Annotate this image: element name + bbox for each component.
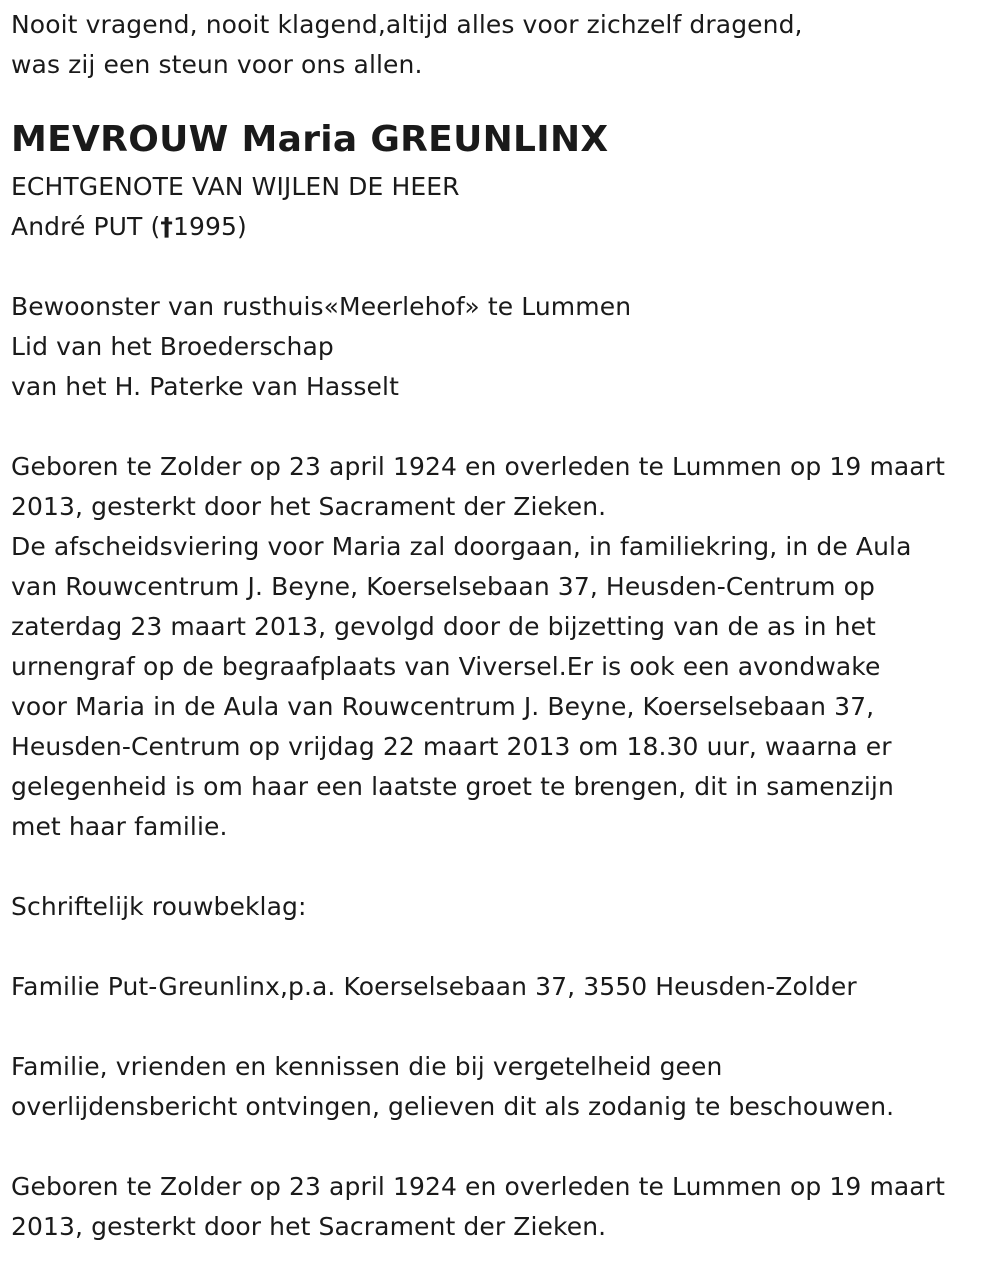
- spacer: [11, 407, 991, 447]
- body-line-10: met haar familie.: [11, 812, 228, 841]
- body-line-8: Heusden-Centrum op vrijdag 22 maart 2013 om 18.30 uur, waarna er: [11, 732, 892, 761]
- spouse-death-year: 1995): [172, 212, 247, 241]
- obituary-notice: [11, 5, 991, 1247]
- body-line-2: 2013, gesterkt door het Sacrament der Zieken.: [11, 492, 607, 521]
- spacer: [11, 847, 991, 887]
- body-line-6: urnengraf op de begraafplaats van Viversel.Er is ook een avondwake: [11, 652, 881, 681]
- repeat-line-2: 2013, gesterkt door het Sacrament der Zieken.: [11, 1212, 607, 1241]
- cross-icon: †: [160, 212, 173, 241]
- motto-line-2: was zij een steun voor ons allen.: [11, 50, 423, 79]
- spacer: [11, 1127, 991, 1167]
- affiliation-line-1: Bewoonster van rusthuis«Meerlehof» te Lummen: [11, 292, 632, 321]
- body-line-5: zaterdag 23 maart 2013, gevolgd door de bijzetting van de as in het: [11, 612, 876, 641]
- body-line-3: De afscheidsviering voor Maria zal doorgaan, in familiekring, in de Aula: [11, 532, 912, 561]
- affiliation-line-3: van het H. Paterke van Hasselt: [11, 372, 399, 401]
- body-line-4: van Rouwcentrum J. Beyne, Koerselsebaan 37, Heusden-Centrum op: [11, 572, 875, 601]
- notice-line-2: overlijdensbericht ontvingen, gelieven dit als zodanig te beschouwen.: [11, 1092, 895, 1121]
- spouse-name: [11, 207, 991, 247]
- spacer: [11, 1007, 991, 1047]
- body-line-1: Geboren te Zolder op 23 april 1924 en overleden te Lummen op 19 maart: [11, 452, 946, 481]
- notice-line-1: Familie, vrienden en kennissen die bij vergetelheid geen: [11, 1052, 723, 1081]
- spacer: [11, 927, 991, 967]
- repeat-line-1: Geboren te Zolder op 23 april 1924 en overleden te Lummen op 19 maart: [11, 1172, 946, 1201]
- spacer: [11, 247, 991, 287]
- spouse-relation: ECHTGENOTE VAN WIJLEN DE HEER: [11, 172, 460, 201]
- affiliation-line-2: Lid van het Broederschap: [11, 332, 334, 361]
- condolence-address: Familie Put-Greunlinx,p.a. Koerselsebaan 37, 3550 Heusden-Zolder: [11, 972, 857, 1001]
- condolence-label: Schriftelijk rouwbeklag:: [11, 892, 307, 921]
- motto-line-1: Nooit vragend, nooit klagend,altijd alles voor zichzelf dragend,: [11, 10, 803, 39]
- body-line-9: gelegenheid is om haar een laatste groet te brengen, dit in samenzijn: [11, 772, 894, 801]
- deceased-name: MEVROUW Maria GREUNLINX: [11, 119, 609, 160]
- body-line-7: voor Maria in de Aula van Rouwcentrum J. Beyne, Koerselsebaan 37,: [11, 692, 875, 721]
- spouse-name-prefix: André PUT (: [11, 212, 161, 241]
